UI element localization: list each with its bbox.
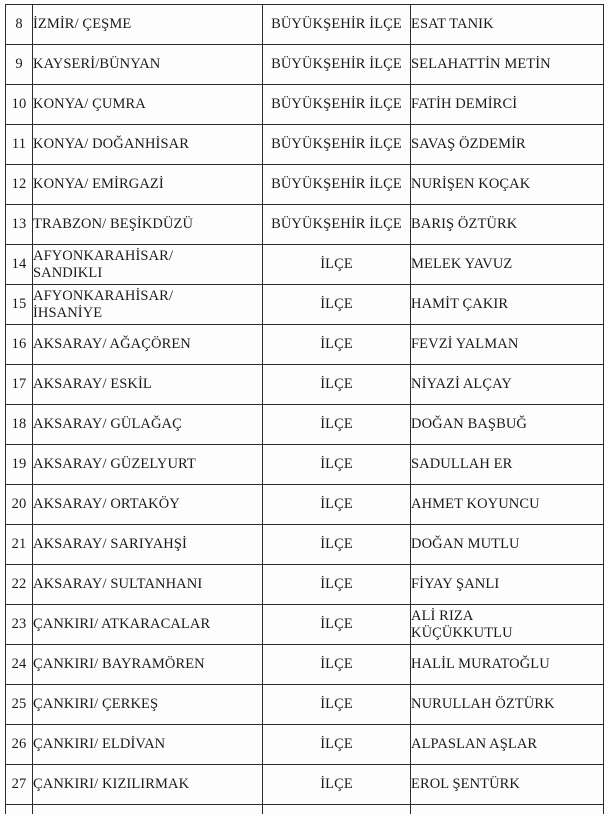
type-cell: BÜYÜKŞEHİR İLÇE (263, 205, 411, 245)
person-name-line-1: FATİH DEMİRCİ (411, 96, 518, 113)
district-cell (33, 365, 263, 405)
person-name-line-1: NURİŞEN KOÇAK (411, 176, 531, 193)
district-line-1: KAYSERİ/BÜNYAN (33, 56, 161, 73)
row-number-cell: 26 (6, 725, 33, 765)
district-cell (33, 565, 263, 605)
district-line-1: İZMİR/ ÇEŞME (33, 16, 132, 33)
row-number-cell: 19 (6, 445, 33, 485)
person-name-cell (411, 605, 604, 645)
person-name-line-1: DOĞAN MUTLU (411, 536, 520, 553)
table-row (6, 405, 604, 445)
type-cell: BÜYÜKŞEHİR İLÇE (263, 125, 411, 165)
table-row (6, 605, 604, 645)
district-line-1: ÇANKIRI/ ATKARACALAR (33, 616, 211, 633)
person-name-cell (411, 45, 604, 85)
table-row (6, 445, 604, 485)
type-cell: İLÇE (263, 285, 411, 325)
table-row (6, 45, 604, 85)
row-number-cell (6, 805, 33, 815)
row-number-cell: 27 (6, 765, 33, 805)
person-name-cell (411, 805, 604, 815)
district-line-1: AFYONKARAHİSAR/ (33, 248, 174, 265)
person-name-line-1: SELAHATTİN METİN (411, 56, 551, 73)
person-name-line-1: ALPASLAN AŞLAR (411, 736, 538, 753)
district-line-1: AFYONKARAHİSAR/ (33, 288, 174, 305)
person-name-cell (411, 325, 604, 365)
district-line-1: AKSARAY/ GÜLAĞAÇ (33, 416, 182, 433)
district-line-2: İHSANİYE (33, 304, 103, 321)
table-row (6, 165, 604, 205)
person-name-cell (411, 765, 604, 805)
type-cell: İLÇE (263, 445, 411, 485)
district-cell (33, 285, 263, 325)
appointments-table (5, 4, 604, 814)
type-cell: İLÇE (263, 605, 411, 645)
row-number-cell: 13 (6, 205, 33, 245)
person-name-cell (411, 365, 604, 405)
row-number-cell: 15 (6, 285, 33, 325)
district-line-1: KONYA/ EMİRGAZİ (33, 176, 164, 193)
person-name-line-1: SADULLAH ER (411, 456, 513, 473)
row-number-cell: 12 (6, 165, 33, 205)
district-line-1: ÇANKIRI/ ELDİVAN (33, 736, 166, 753)
type-cell: İLÇE (263, 325, 411, 365)
district-line-1: AKSARAY/ ESKİL (33, 376, 152, 393)
person-name-line-1: MELEK YAVUZ (411, 256, 513, 273)
type-cell (263, 805, 411, 815)
type-cell: İLÇE (263, 365, 411, 405)
row-number-cell: 14 (6, 245, 33, 285)
person-name-line-2: KÜÇÜKKUTLU (411, 624, 513, 641)
district-line-1: ÇANKIRI/ KIZILIRMAK (33, 776, 190, 793)
table-row (6, 685, 604, 725)
district-line-1: AKSARAY/ ORTAKÖY (33, 496, 180, 513)
person-name-line-1: NURULLAH ÖZTÜRK (411, 696, 555, 713)
person-name-cell (411, 485, 604, 525)
person-name-line-1: HAMİT ÇAKIR (411, 296, 509, 313)
table-row (6, 485, 604, 525)
type-cell: İLÇE (263, 685, 411, 725)
person-name-cell (411, 125, 604, 165)
district-cell (33, 165, 263, 205)
district-cell (33, 725, 263, 765)
row-number-cell: 16 (6, 325, 33, 365)
table-row (6, 125, 604, 165)
district-cell (33, 445, 263, 485)
district-cell (33, 125, 263, 165)
district-line-1: AKSARAY/ GÜZELYURT (33, 456, 196, 473)
district-cell (33, 45, 263, 85)
type-cell: BÜYÜKŞEHİR İLÇE (263, 5, 411, 45)
district-cell (33, 205, 263, 245)
row-number-cell: 20 (6, 485, 33, 525)
person-name-cell (411, 285, 604, 325)
person-name-line-1: FİYAY ŞANLI (411, 576, 500, 593)
person-name-cell (411, 405, 604, 445)
district-line-1: KONYA/ DOĞANHİSAR (33, 136, 189, 153)
person-name-line-1: BARIŞ ÖZTÜRK (411, 216, 518, 233)
person-name-cell (411, 85, 604, 125)
person-name-cell (411, 5, 604, 45)
person-name-line-1: ESAT TANIK (411, 16, 494, 33)
table-row-clipped (6, 805, 604, 815)
row-number-cell: 24 (6, 645, 33, 685)
type-cell: BÜYÜKŞEHİR İLÇE (263, 165, 411, 205)
table-row (6, 645, 604, 685)
type-cell: İLÇE (263, 645, 411, 685)
person-name-cell (411, 525, 604, 565)
district-cell (33, 405, 263, 445)
row-number-cell: 22 (6, 565, 33, 605)
type-cell: BÜYÜKŞEHİR İLÇE (263, 85, 411, 125)
table-row (6, 245, 604, 285)
person-name-cell (411, 685, 604, 725)
person-name-cell (411, 725, 604, 765)
person-name-line-1: NİYAZİ ALÇAY (411, 376, 512, 393)
district-cell (33, 85, 263, 125)
type-cell: İLÇE (263, 565, 411, 605)
district-cell (33, 245, 263, 285)
type-cell: İLÇE (263, 525, 411, 565)
table-row (6, 325, 604, 365)
table-row (6, 765, 604, 805)
table-row (6, 565, 604, 605)
district-cell (33, 5, 263, 45)
person-name-cell (411, 245, 604, 285)
district-line-1: ÇANKIRI/ BAYRAMÖREN (33, 656, 205, 673)
person-name-cell (411, 205, 604, 245)
district-line-1: KONYA/ ÇUMRA (33, 96, 146, 113)
table-row (6, 5, 604, 45)
person-name-cell (411, 645, 604, 685)
type-cell: İLÇE (263, 245, 411, 285)
type-cell: İLÇE (263, 725, 411, 765)
row-number-cell: 10 (6, 85, 33, 125)
table-row (6, 85, 604, 125)
district-line-1: AKSARAY/ SULTANHANI (33, 576, 203, 593)
district-cell (33, 765, 263, 805)
person-name-line-1: HALİL MURATOĞLU (411, 656, 550, 673)
table-body (6, 5, 604, 815)
type-cell: İLÇE (263, 765, 411, 805)
table-row (6, 525, 604, 565)
row-number-cell: 25 (6, 685, 33, 725)
district-cell (33, 805, 263, 815)
table-row (6, 205, 604, 245)
district-cell (33, 605, 263, 645)
table-row (6, 365, 604, 405)
district-line-1: AKSARAY/ SARIYAHŞİ (33, 536, 187, 553)
row-number-cell: 21 (6, 525, 33, 565)
district-line-1: ÇANKIRI/ ÇERKEŞ (33, 696, 159, 713)
district-cell (33, 645, 263, 685)
person-name-line-1: ALİ RIZA (411, 608, 474, 625)
district-cell (33, 685, 263, 725)
person-name-cell (411, 445, 604, 485)
type-cell: BÜYÜKŞEHİR İLÇE (263, 45, 411, 85)
district-line-1: AKSARAY/ AĞAÇÖREN (33, 336, 191, 353)
row-number-cell: 23 (6, 605, 33, 645)
district-line-2: SANDIKLI (33, 264, 103, 281)
row-number-cell: 8 (6, 5, 33, 45)
type-cell: İLÇE (263, 405, 411, 445)
person-name-line-1: EROL ŞENTÜRK (411, 776, 521, 793)
row-number-cell: 9 (6, 45, 33, 85)
district-line-1: TRABZON/ BEŞİKDÜZÜ (33, 216, 194, 233)
person-name-line-1: DOĞAN BAŞBUĞ (411, 416, 528, 433)
type-cell: İLÇE (263, 485, 411, 525)
table-row (6, 285, 604, 325)
person-name-cell (411, 565, 604, 605)
table-row (6, 725, 604, 765)
row-number-cell: 11 (6, 125, 33, 165)
person-name-cell (411, 165, 604, 205)
person-name-line-1: AHMET KOYUNCU (411, 496, 540, 513)
district-cell (33, 525, 263, 565)
person-name-line-1: FEVZİ YALMAN (411, 336, 519, 353)
district-cell (33, 485, 263, 525)
row-number-cell: 17 (6, 365, 33, 405)
person-name-line-1: SAVAŞ ÖZDEMİR (411, 136, 526, 153)
row-number-cell: 18 (6, 405, 33, 445)
district-cell (33, 325, 263, 365)
